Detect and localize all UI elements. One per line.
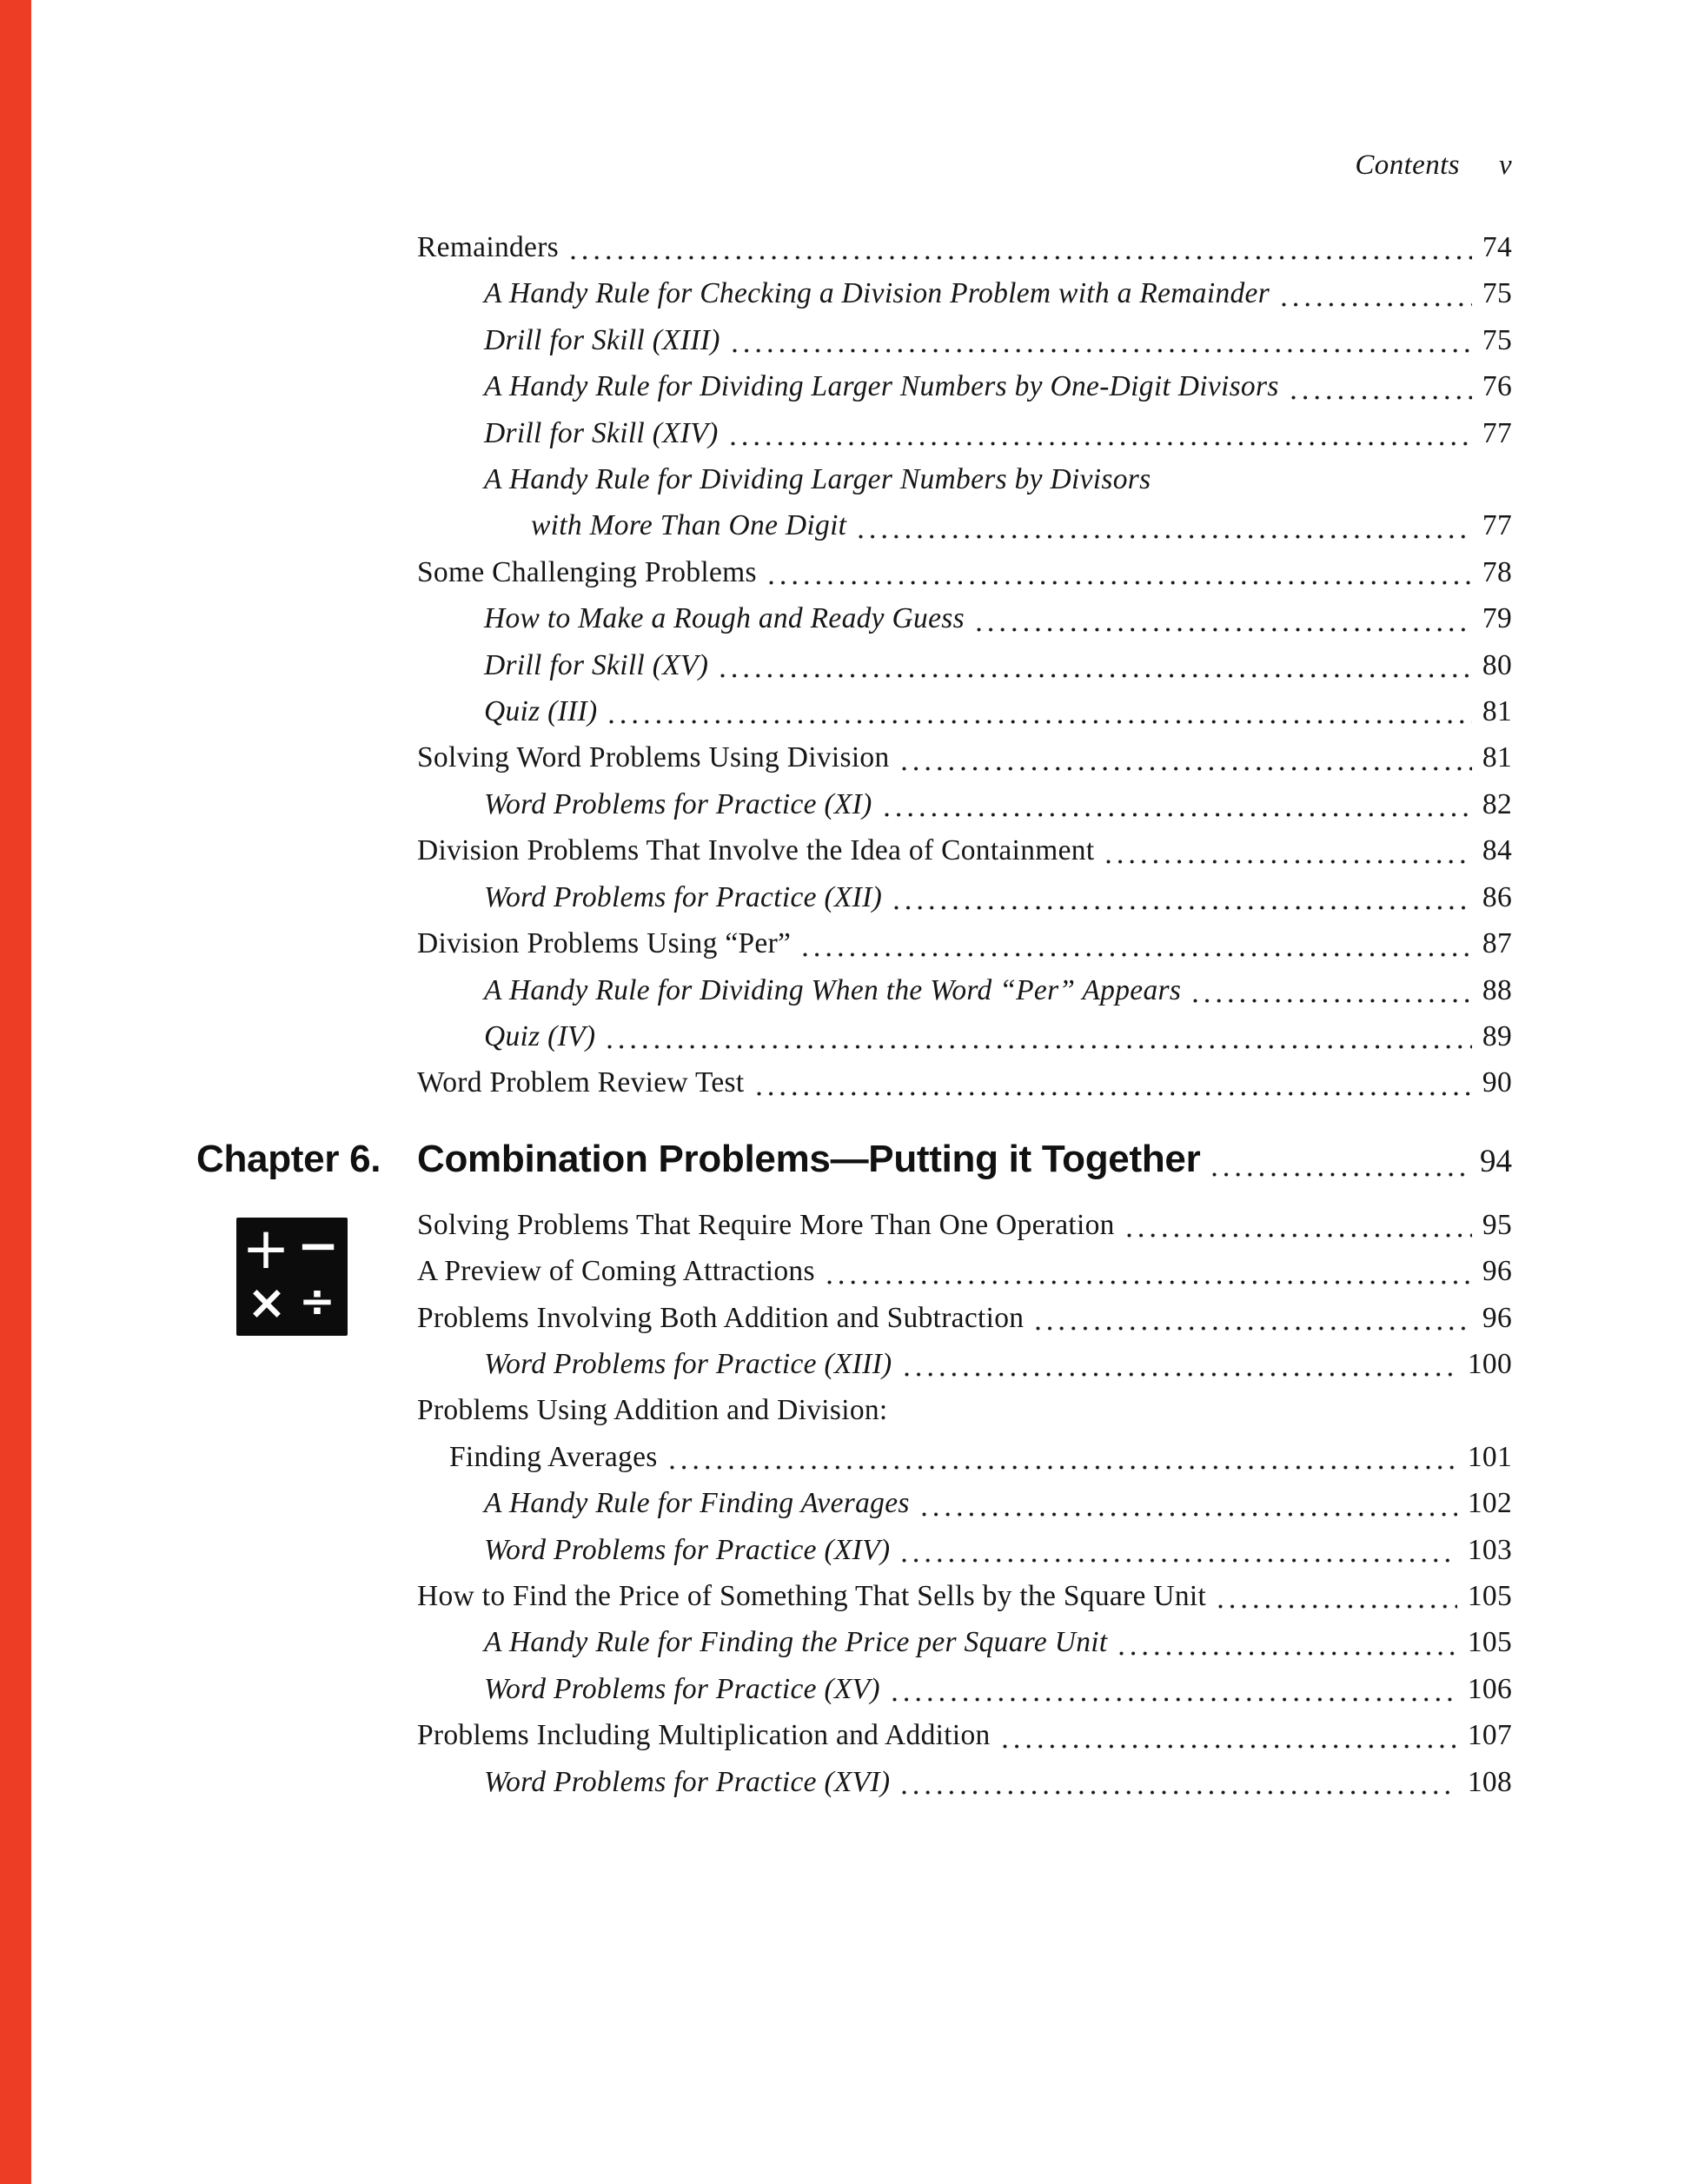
toc-page-number: 86 xyxy=(1482,880,1512,913)
dot-leader xyxy=(733,349,1472,353)
toc-entry-label: Word Problems for Practice (XVI) xyxy=(484,1765,891,1798)
toc-entry xyxy=(196,1434,1512,1480)
toc-entry-label: Problems Using Addition and Division: xyxy=(417,1394,888,1427)
dot-leader xyxy=(670,1465,1457,1470)
dot-leader xyxy=(1127,1233,1472,1238)
dot-leader xyxy=(571,256,1472,260)
toc-entry-label: Drill for Skill (XV) xyxy=(484,648,709,681)
toc-page-number: 82 xyxy=(1482,787,1512,820)
dot-leader xyxy=(894,906,1472,910)
toc-entry-label: Division Problems That Involve the Idea of Containment xyxy=(417,834,1095,867)
toc-page-number: 103 xyxy=(1467,1533,1512,1566)
toc-entry-label: Drill for Skill (XIII) xyxy=(484,323,720,356)
running-head xyxy=(196,147,1512,183)
dot-leader xyxy=(607,1045,1472,1049)
toc-entry-label: Solving Problems That Require More Than One Operation xyxy=(417,1208,1115,1241)
toc-entry xyxy=(196,410,1512,456)
times-icon: × xyxy=(247,1274,287,1330)
running-head-title: Contents xyxy=(1355,149,1460,181)
toc-entry-label: Word Problems for Practice (XI) xyxy=(484,787,872,820)
toc-entry-label: Problems Including Multiplication and Addition xyxy=(417,1719,991,1752)
toc-entry-label: How to Make a Rough and Ready Guess xyxy=(484,602,965,635)
toc-page-number: 108 xyxy=(1467,1765,1512,1798)
toc-page-number: 88 xyxy=(1482,973,1512,1006)
toc-entry-label: A Handy Rule for Dividing Larger Numbers by Divisors xyxy=(484,463,1151,496)
dot-leader xyxy=(1003,1744,1457,1749)
dot-leader xyxy=(1106,860,1471,864)
toc-section-division xyxy=(196,224,1512,1106)
toc-entry xyxy=(196,920,1512,966)
toc-entry xyxy=(196,502,1512,548)
toc-entry-label: How to Find the Price of Something That Sells by the Square Unit xyxy=(417,1579,1207,1612)
dot-leader xyxy=(902,767,1472,771)
toc-page-number: 80 xyxy=(1482,648,1512,681)
toc-page-number: 75 xyxy=(1482,277,1512,310)
dot-leader xyxy=(1291,395,1472,400)
toc-entry-label: Drill for Skill (XIV) xyxy=(484,416,719,449)
toc-entry-label: Remainders xyxy=(417,231,560,263)
toc-page-number: 89 xyxy=(1482,1019,1512,1052)
divide-icon: ÷ xyxy=(299,1275,335,1326)
toc-entry xyxy=(196,1387,1512,1433)
dot-leader xyxy=(1218,1604,1457,1609)
chapter-number: Chapter 6. xyxy=(196,1137,381,1180)
plus-icon: + xyxy=(242,1214,290,1282)
chapter-heading xyxy=(196,1132,1512,1189)
dot-leader xyxy=(922,1512,1457,1517)
toc-entry-label: with More Than One Digit xyxy=(531,509,847,542)
toc-entry-label: Word Problems for Practice (XV) xyxy=(484,1672,880,1705)
toc-page-number: 95 xyxy=(1482,1208,1512,1241)
toc-page-number: 81 xyxy=(1482,695,1512,728)
dot-leader xyxy=(1282,302,1472,307)
chapter-page-number: 94 xyxy=(1480,1143,1512,1179)
toc-page-number: 81 xyxy=(1482,741,1512,774)
toc-entry-label: Quiz (IV) xyxy=(484,1019,596,1052)
toc-page-number: 77 xyxy=(1482,509,1512,542)
toc-entry xyxy=(196,317,1512,363)
toc-page-number: 75 xyxy=(1482,323,1512,356)
toc-entry-label: Word Problem Review Test xyxy=(417,1066,745,1099)
dot-leader xyxy=(902,1558,1456,1563)
dot-leader xyxy=(1212,1172,1469,1177)
dot-leader xyxy=(757,1092,1472,1096)
toc-page-number: 107 xyxy=(1467,1719,1512,1752)
toc-page-number: 84 xyxy=(1482,834,1512,867)
toc-entry-label: Finding Averages xyxy=(449,1440,658,1473)
toc-entry xyxy=(196,1527,1512,1573)
toc-page-number: 79 xyxy=(1482,602,1512,635)
toc-entry xyxy=(196,874,1512,920)
toc-entry xyxy=(196,781,1512,827)
toc-page-number: 105 xyxy=(1467,1626,1512,1659)
dot-leader xyxy=(1036,1326,1472,1331)
toc-entry xyxy=(196,363,1512,409)
toc-entry xyxy=(196,642,1512,688)
toc-entry xyxy=(196,1341,1512,1387)
toc-page-number: 76 xyxy=(1482,370,1512,403)
dot-leader xyxy=(905,1372,1457,1377)
chapter-title: Combination Problems—Putting it Together xyxy=(417,1137,1201,1180)
toc-entry xyxy=(196,967,1512,1013)
dot-leader xyxy=(1193,999,1472,1003)
page-content xyxy=(196,137,1512,1805)
toc-entry-label: A Handy Rule for Dividing Larger Numbers by One-Digit Divisors xyxy=(484,370,1279,403)
toc-entry xyxy=(196,1480,1512,1526)
dot-leader xyxy=(720,674,1472,678)
minus-icon: − xyxy=(296,1215,340,1275)
toc-entry xyxy=(196,734,1512,780)
toc-entry-label: A Handy Rule for Finding the Price per Square Unit xyxy=(484,1626,1108,1659)
toc-entry xyxy=(196,688,1512,734)
toc-page-number: 96 xyxy=(1482,1255,1512,1288)
toc-entry xyxy=(196,1295,1512,1341)
dot-leader xyxy=(902,1790,1456,1795)
dot-leader xyxy=(892,1697,1457,1702)
toc-page-number: 102 xyxy=(1467,1487,1512,1520)
dot-leader xyxy=(731,441,1472,446)
toc-entry xyxy=(196,1759,1512,1805)
toc-page-number: 96 xyxy=(1482,1301,1512,1334)
toc-page-number: 74 xyxy=(1482,231,1512,263)
toc-page-number: 105 xyxy=(1467,1579,1512,1612)
toc-entry xyxy=(196,1013,1512,1059)
dot-leader xyxy=(885,813,1472,817)
toc-entry xyxy=(196,1059,1512,1105)
toc-page-number: 90 xyxy=(1482,1066,1512,1099)
toc-page-number: 87 xyxy=(1482,927,1512,960)
dot-leader xyxy=(803,953,1472,957)
toc-entry xyxy=(196,1573,1512,1619)
toc-entry-label: Word Problems for Practice (XIII) xyxy=(484,1347,892,1380)
toc-entry xyxy=(196,595,1512,641)
toc-entry-label: Problems Involving Both Addition and Subtraction xyxy=(417,1301,1025,1334)
toc-page-number: 77 xyxy=(1482,416,1512,449)
running-head-folio: v xyxy=(1498,149,1512,181)
toc-entry-label: A Handy Rule for Checking a Division Problem with a Remainder xyxy=(484,277,1270,310)
toc-entry-label: Division Problems Using “Per” xyxy=(417,927,792,960)
toc-entry-label: A Handy Rule for Dividing When the Word “Per” Appears xyxy=(484,973,1182,1006)
toc-page-number: 78 xyxy=(1482,555,1512,588)
toc-entry xyxy=(196,1712,1512,1758)
toc-entry xyxy=(196,1202,1512,1248)
toc-entry xyxy=(196,1666,1512,1712)
toc-entry xyxy=(196,270,1512,316)
toc-entry-label: Some Challenging Problems xyxy=(417,555,757,588)
dot-leader xyxy=(609,720,1471,724)
toc-entry xyxy=(196,1619,1512,1665)
dot-leader xyxy=(769,581,1472,585)
dot-leader xyxy=(827,1280,1472,1285)
toc-entry xyxy=(196,224,1512,270)
toc-entry-label: A Preview of Coming Attractions xyxy=(417,1255,815,1288)
dot-leader xyxy=(1119,1651,1456,1656)
toc-entry xyxy=(196,1248,1512,1294)
toc-page-number: 101 xyxy=(1467,1440,1512,1473)
toc-entry xyxy=(196,549,1512,595)
toc-section-combination xyxy=(196,1202,1512,1805)
toc-page-number: 100 xyxy=(1467,1347,1512,1380)
toc-entry-label: Quiz (III) xyxy=(484,695,598,728)
dot-leader xyxy=(977,627,1472,632)
math-operations-icon xyxy=(236,1214,348,1336)
toc-entry-label: Word Problems for Practice (XIV) xyxy=(484,1533,891,1566)
toc-entry-label: Word Problems for Practice (XII) xyxy=(484,880,883,913)
dot-leader xyxy=(859,534,1472,539)
toc-entry-label: Solving Word Problems Using Division xyxy=(417,741,890,774)
toc-page-number: 106 xyxy=(1467,1672,1512,1705)
page-edge-band xyxy=(0,0,31,2184)
toc-entry xyxy=(196,827,1512,873)
toc-entry xyxy=(196,456,1512,502)
toc-entry-label: A Handy Rule for Finding Averages xyxy=(484,1487,910,1520)
